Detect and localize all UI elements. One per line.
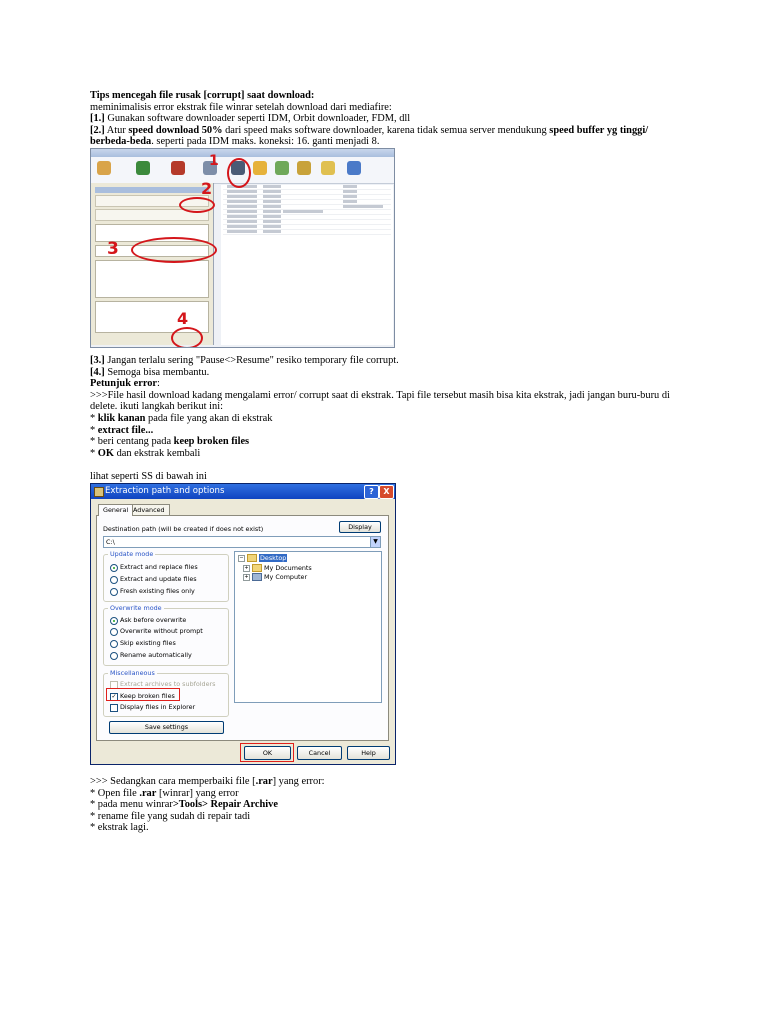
bullet-keep-broken: * beri centang pada keep broken files [90, 436, 250, 448]
idm-title-bar [91, 149, 394, 157]
destination-label: Destination path (will be created if does not exist) [103, 525, 264, 533]
radio-icon [110, 628, 118, 636]
idm-stop-queue-icon [297, 161, 311, 175]
repair-step-3: * rename file yang sudah di repair tadi [90, 810, 251, 822]
idm-grabber-icon [321, 161, 335, 175]
article-bottom [90, 776, 690, 834]
update-mode-group [103, 550, 229, 602]
tree-item-desktop[interactable]: − Desktop [239, 554, 287, 562]
annotation-circle-max-connections [131, 237, 217, 263]
annotation-number-2: 2 [201, 179, 213, 198]
help-title-button[interactable]: ? [364, 485, 379, 499]
plus-icon[interactable]: + [244, 573, 249, 580]
miscellaneous-title: Miscellaneous [110, 669, 155, 677]
idm-exceptions-list [95, 260, 209, 298]
repair-step-1: * Open file .rar [winrar] yang error [90, 787, 239, 799]
intro-line: meminimalisis error ekstrak file winrar setelah download dari mediafire: [90, 101, 392, 113]
article-top [90, 90, 690, 148]
radio-skip-existing[interactable]: Skip existing files [110, 639, 176, 648]
help-button[interactable]: Help [347, 746, 390, 760]
save-settings-button[interactable]: Save settings [109, 721, 224, 734]
winrar-app-icon [94, 487, 104, 497]
folder-icon [252, 564, 262, 572]
close-button[interactable]: X [379, 485, 394, 499]
idm-scheduler-icon [253, 161, 267, 175]
plus-icon[interactable]: + [244, 564, 249, 571]
update-mode-title: Update mode [110, 550, 154, 558]
ok-button[interactable]: OK [244, 746, 291, 760]
bullet-klik-kanan: * klik kanan pada file yang akan di ekstrak [90, 412, 273, 424]
repair-step-4: * ekstrak lagi. [90, 822, 149, 834]
radio-icon [110, 640, 118, 648]
destination-path-input[interactable] [103, 536, 381, 548]
radio-icon [110, 617, 118, 625]
repair-step-2: * pada menu winrar>Tools> Repair Archive [90, 799, 278, 811]
error-paragraph: >>>File hasil download kadang mengalami error/ corrupt saat di ekstrak. Tapi file tersebut masih bisa kita ekstrak, jadi jangan buru-buru di delete. ikuti langkah berikut ini: [90, 389, 670, 413]
radio-extract-replace[interactable]: Extract and replace files [110, 563, 198, 572]
tab-advanced[interactable]: Advanced [128, 504, 170, 515]
bullet-extract-file: * extract file... [90, 424, 154, 436]
radio-icon [110, 576, 118, 584]
checkbox-extract-subfolders: Extract archives to subfolders [110, 680, 216, 689]
idm-add-url-icon [97, 161, 111, 175]
tab-general[interactable]: General [98, 504, 133, 516]
radio-icon [110, 652, 118, 660]
general-panel [96, 515, 389, 741]
idm-config-title [95, 187, 209, 193]
step-1: [1.] Gunakan software downloader seperti IDM, Orbit downloader, FDM, dll [90, 113, 411, 125]
idm-start-queue-icon [275, 161, 289, 175]
minus-icon[interactable]: − [239, 554, 244, 561]
article-title: Tips mencegah file rusak [corrupt] saat download: [90, 90, 315, 101]
radio-icon [110, 588, 118, 596]
repair-intro: >>> Sedangkan cara memperbaiki file [.rar] yang error: [90, 776, 325, 787]
keep-broken-highlight [106, 688, 180, 701]
idm-download-list [221, 185, 393, 345]
tree-item-my-computer[interactable]: + My Computer [244, 573, 308, 581]
idm-resume-icon [136, 161, 150, 175]
annotation-number-1: 1 [209, 153, 219, 169]
article-middle [90, 355, 690, 483]
checkbox-icon [110, 704, 118, 712]
folder-tree[interactable] [234, 551, 382, 703]
step-4: [4.] Semoga bisa membantu. [90, 366, 210, 378]
computer-icon [252, 573, 262, 581]
annotation-circle-connection [179, 197, 215, 213]
chevron-down-icon[interactable]: ▼ [370, 537, 380, 547]
step-3: [3.] Jangan terlalu sering "Pause<>Resume" resiko temporary file corrupt. [90, 355, 399, 366]
radio-overwrite-without[interactable]: Overwrite without prompt [110, 627, 203, 636]
step-2: [2.] Atur speed download 50% dari speed maks software downloader, karena tidak semua server mendukung speed buffer yg tinggi/ berbeda-beda. seperti pada IDM maks. koneksi: 16. ganti menjadi 8. [90, 124, 649, 148]
see-screenshot-line: lihat seperti SS di bawah ini [90, 470, 207, 482]
checkmark-icon: ✓ [111, 693, 117, 700]
petunjuk-heading: Petunjuk error: [90, 378, 160, 390]
annotation-number-4: 4 [177, 309, 189, 328]
idm-tell-friend-icon [347, 161, 361, 175]
radio-rename-auto[interactable]: Rename automatically [110, 651, 192, 660]
radio-extract-update[interactable]: Extract and update files [110, 575, 197, 584]
annotation-circle-ok [171, 327, 203, 348]
annotation-number-3: 3 [107, 239, 119, 259]
extraction-dialog [90, 483, 396, 765]
tree-item-my-documents[interactable]: + My Documents [244, 564, 312, 572]
cancel-button[interactable]: Cancel [297, 746, 342, 760]
desktop-icon [247, 554, 257, 562]
checkbox-keep-broken[interactable]: ✓ Keep broken files [111, 692, 175, 700]
overwrite-mode-title: Overwrite mode [110, 604, 162, 612]
radio-icon [110, 564, 118, 572]
idm-screenshot [90, 148, 395, 348]
radio-fresh-existing[interactable]: Fresh existing files only [110, 587, 195, 596]
bullet-ok: * OK dan ekstrak kembali [90, 447, 201, 459]
display-button[interactable]: Display [339, 521, 381, 533]
ok-highlight [240, 743, 294, 762]
checkbox-display-explorer[interactable]: Display files in Explorer [110, 703, 195, 712]
annotation-circle-options [227, 158, 251, 188]
idm-stop-icon [171, 161, 185, 175]
dialog-title-bar [91, 484, 395, 499]
dialog-title: Extraction path and options [105, 486, 225, 496]
overwrite-mode-group [103, 604, 229, 666]
destination-path-value: C:\ [106, 538, 115, 546]
radio-ask-before[interactable]: Ask before overwrite [110, 616, 186, 625]
